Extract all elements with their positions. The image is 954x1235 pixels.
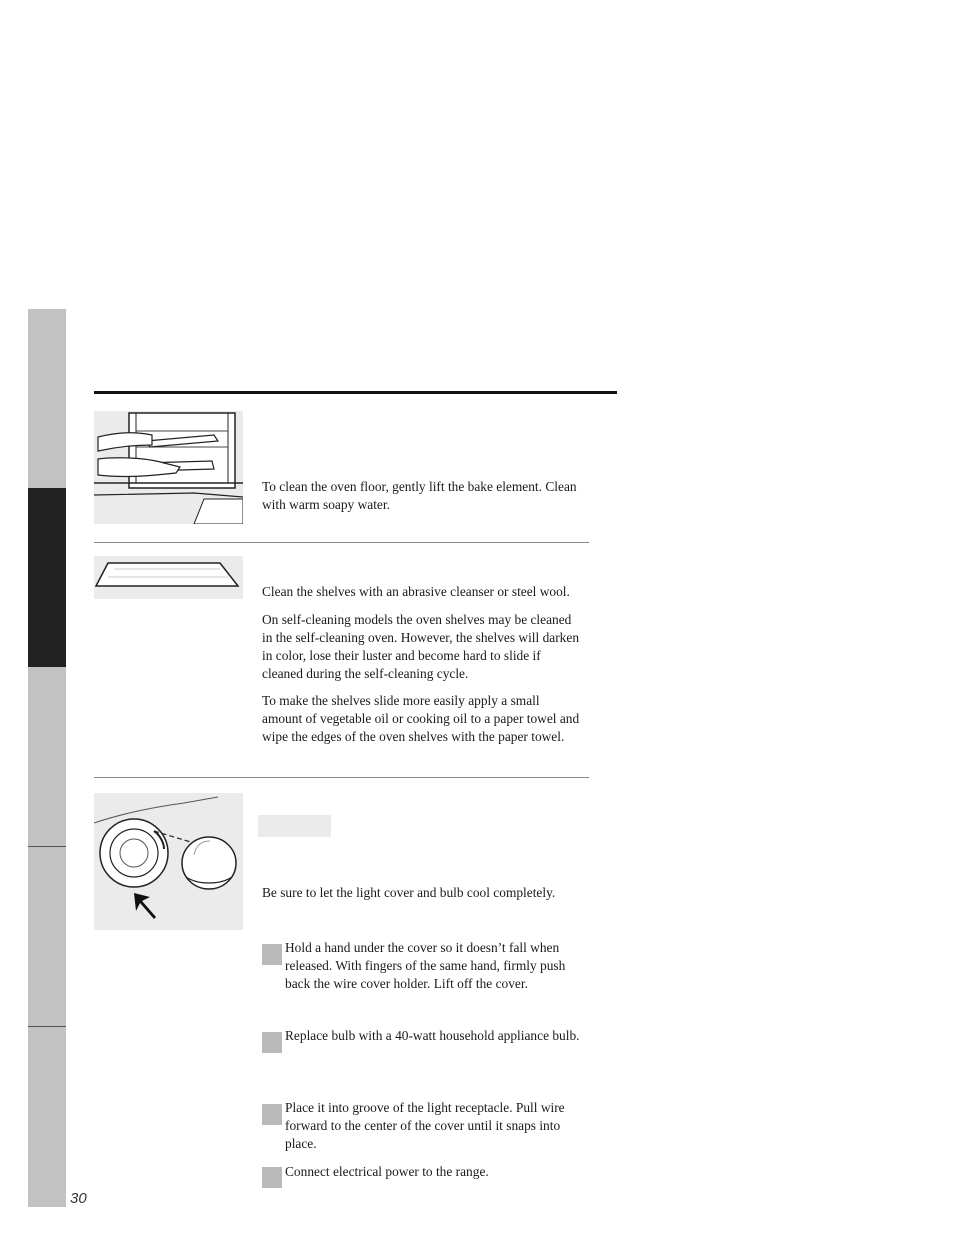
light-label-shading [258,815,331,837]
side-tab-1 [28,309,66,488]
oven-floor-illustration [94,411,243,524]
side-tab-divider [28,1026,66,1027]
step-marker-2 [262,1032,282,1053]
shelves-paragraph-1: Clean the shelves with an abrasive cleanser or steel wool. [262,584,570,599]
shelves-paragraph-2: On self-cleaning models the oven shelves may be cleaned in the self-cleaning oven. However, the shelves will darken in color, lose their luster and become hard to slide if cleaned during the self-cleaning cycle. [262,612,580,681]
shelves-paragraph-3: To make the shelves slide more easily apply a small amount of vegetable oil or cooking oil to a paper towel and wipe the edges of the oven shelves with the paper towel. [262,693,580,744]
step-marker-4 [262,1167,282,1188]
step-marker-1 [262,944,282,965]
oven-floor-text: To clean the oven floor, gently lift the bake element. Clean with warm soapy water. [262,479,577,512]
section-top-rule [94,391,617,394]
light-intro-text: Be sure to let the light cover and bulb cool completely. [262,885,556,900]
light-step-3: Place it into groove of the light receptacle. Pull wire forward to the center of the cover until it snaps into place. [285,1100,565,1151]
page-number: 30 [70,1190,87,1207]
step-marker-3 [262,1104,282,1125]
light-step-1: Hold a hand under the cover so it doesn’t fall when released. With fingers of the same hand, firmly push back the wire cover holder. Lift off the cover. [285,940,566,991]
section-divider [94,777,589,778]
side-tab-divider [28,846,66,847]
light-step-4: Connect electrical power to the range. [285,1164,489,1179]
section-divider [94,542,589,543]
oven-light-illustration [94,793,243,930]
oven-shelf-illustration [94,556,243,599]
light-step-2: Replace bulb with a 40-watt household appliance bulb. [285,1028,580,1043]
side-tab-2-active [28,488,66,667]
side-tab-3 [28,667,66,1207]
